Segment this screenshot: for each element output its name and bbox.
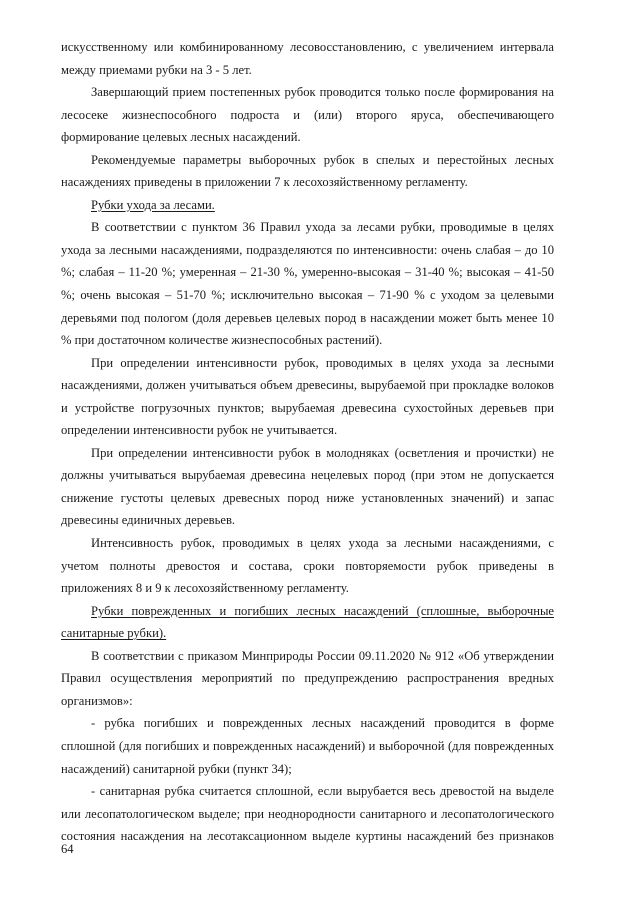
paragraph-7: При определении интенсивности рубок в молодняках (осветления и прочистки) не должны учитываться вырубаемая древесина нецелевых пород (при этом не допускается снижение густоты целевых древесных пород ниже установленных значений) и запас древесины единичных деревьев. <box>61 445 554 528</box>
section-heading-thinning <box>61 194 554 217</box>
section-heading-sanitary-text: Рубки поврежденных и погибших лесных насаждений (сплошные, выборочные санитарные рубки). <box>61 603 554 641</box>
paragraph-6: При определении интенсивности рубок, проводимых в целях ухода за лесными насаждениями, должен учитываться объем древесины, вырубаемой при прокладке волоков и устройстве погрузочных пунктов; вырубаемая древесина сухостойных деревьев при определении интенсивности рубок не учитывается. <box>61 355 554 438</box>
paragraph-3: Рекомендуемые параметры выборочных рубок в спелых и перестойных лесных насаждениях приведены в приложении 7 к лесохозяйственному регламенту. <box>61 152 554 190</box>
paragraph-5: В соответствии с пунктом 36 Правил ухода за лесами рубки, проводимые в целях ухода за лесными насаждениями, подразделяются по интенсивности: очень слабая – до 10 %; слабая – 11-20 %; умеренная – 21-30 %, умеренно-высокая – 31-40 %; высокая – 41-50 %; очень высокая – 51-70 %; исключительно высокая – 71-90 % с уходом за целевыми деревьями под пологом (доля деревьев целевых пород в насаждении может быть менее 10 % при достаточном количестве жизнеспособных растений). <box>61 220 554 348</box>
paragraph-10: В соответствии с приказом Минприроды России 09.11.2020 № 912 «Об утверждении Правил осуществления мероприятий по предупреждению распространения вредных организмов»: <box>61 648 554 708</box>
document-body <box>61 36 554 848</box>
paragraph-8: Интенсивность рубок, проводимых в целях ухода за лесными насаждениями, с учетом полноты древостоя и состава, сроки повторяемости рубок приведены в приложениях 8 и 9 к лесохозяйственному регламенту. <box>61 536 554 596</box>
section-heading-sanitary <box>61 600 554 645</box>
paragraph-11: - рубка погибших и поврежденных лесных насаждений проводится в форме сплошной (для погибших и поврежденных насаждений) и выборочной (для поврежденных насаждений) санитарной рубки (пункт 34); <box>61 716 554 776</box>
paragraph-2: Завершающий прием постепенных рубок проводится только после формирования на лесосеке жизнеспособного подроста и (или) второго яруса, обеспечивающего формирование целевых лесных насаждений. <box>61 85 554 145</box>
page-number: 64 <box>61 842 74 856</box>
paragraph-1: искусственному или комбинированному лесовосстановлению, с увеличением интервала между приемами рубки на 3 - 5 лет. <box>61 40 554 77</box>
paragraph-12: - санитарная рубка считается сплошной, если вырубается весь древостой на выделе или лесопатологическом выделе; при неоднородности санитарного и лесопатологического состояния насаждения на лесотаксационном выделе куртины насаждений без признаков <box>61 784 554 844</box>
section-heading-thinning-text: Рубки ухода за лесами. <box>91 197 215 212</box>
